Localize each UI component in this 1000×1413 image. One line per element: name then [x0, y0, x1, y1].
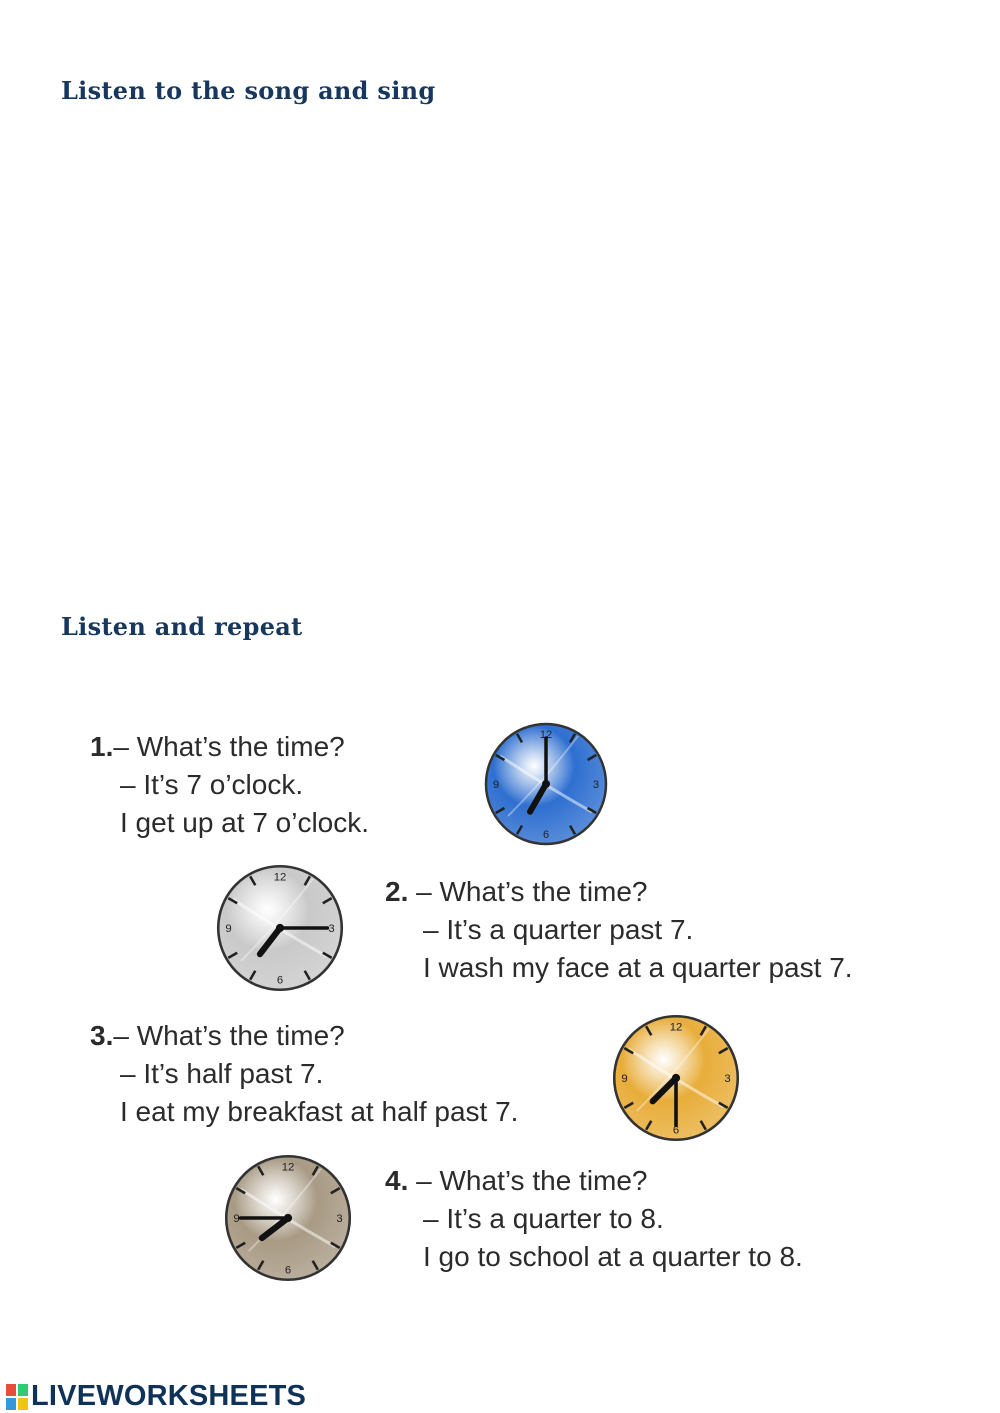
repeat-heading: Listen and repeat [61, 612, 303, 641]
clock-numeral: 6 [276, 974, 284, 987]
blue-clock-icon [478, 716, 614, 852]
exercise-sentence: I eat my breakfast at half past 7. [120, 1096, 519, 1127]
bronze-clock-icon [218, 1148, 358, 1288]
exercise-number: 3. [90, 1020, 114, 1051]
exercise-question: – What’s the time? [408, 876, 648, 907]
exercise-number: 1. [90, 731, 114, 762]
exercise-4 [385, 1162, 803, 1276]
clock-numeral: 9 [621, 1073, 628, 1086]
exercise-sentence: I get up at 7 o’clock. [120, 807, 370, 838]
clock-numeral: 12 [669, 1021, 683, 1034]
exercise-answer: – It’s half past 7. [120, 1058, 324, 1089]
exercise-2 [385, 873, 853, 987]
exercise-1 [90, 728, 369, 842]
liveworksheets-brand [6, 1380, 306, 1413]
clock-numeral: 3 [724, 1073, 731, 1086]
clock-numeral: 6 [542, 829, 550, 841]
clock-numeral: 9 [225, 923, 232, 936]
clock-numeral: 6 [284, 1264, 292, 1277]
clock-center [542, 780, 550, 788]
exercise-question: – What’s the time? [113, 1020, 345, 1051]
clock-center [284, 1214, 292, 1222]
liveworksheets-logo-icon [6, 1384, 28, 1410]
exercise-3 [90, 1017, 518, 1131]
exercise-sentence: I wash my face at a quarter past 7. [423, 952, 853, 983]
clock-numeral: 12 [273, 871, 287, 884]
clock-numeral: 9 [233, 1213, 240, 1226]
brand-name: LIVEWORKSHEETS [31, 1380, 307, 1412]
song-heading: Listen to the song and sing [61, 76, 436, 105]
clock-numeral: 3 [336, 1213, 343, 1226]
clock-center [276, 924, 284, 932]
clock-center [672, 1074, 680, 1082]
exercise-question: – What’s the time? [408, 1165, 648, 1196]
exercise-number: 2. [385, 876, 409, 907]
clock-numeral: 9 [492, 779, 500, 791]
exercise-sentence: I go to school at a quarter to 8. [423, 1241, 803, 1272]
exercise-number: 4. [385, 1165, 409, 1196]
exercise-answer: – It’s a quarter to 8. [423, 1203, 664, 1234]
silver-clock-icon [210, 858, 350, 998]
clock-numeral: 3 [328, 923, 335, 936]
exercise-question: – What’s the time? [113, 731, 345, 762]
exercise-answer: – It’s 7 o’clock. [120, 769, 304, 800]
clock-numeral: 6 [672, 1124, 680, 1137]
clock-numeral: 12 [281, 1161, 295, 1174]
gold-clock-icon [606, 1008, 746, 1148]
clock-numeral: 12 [539, 729, 553, 741]
exercise-answer: – It’s a quarter past 7. [423, 914, 694, 945]
clock-numeral: 3 [592, 779, 600, 791]
